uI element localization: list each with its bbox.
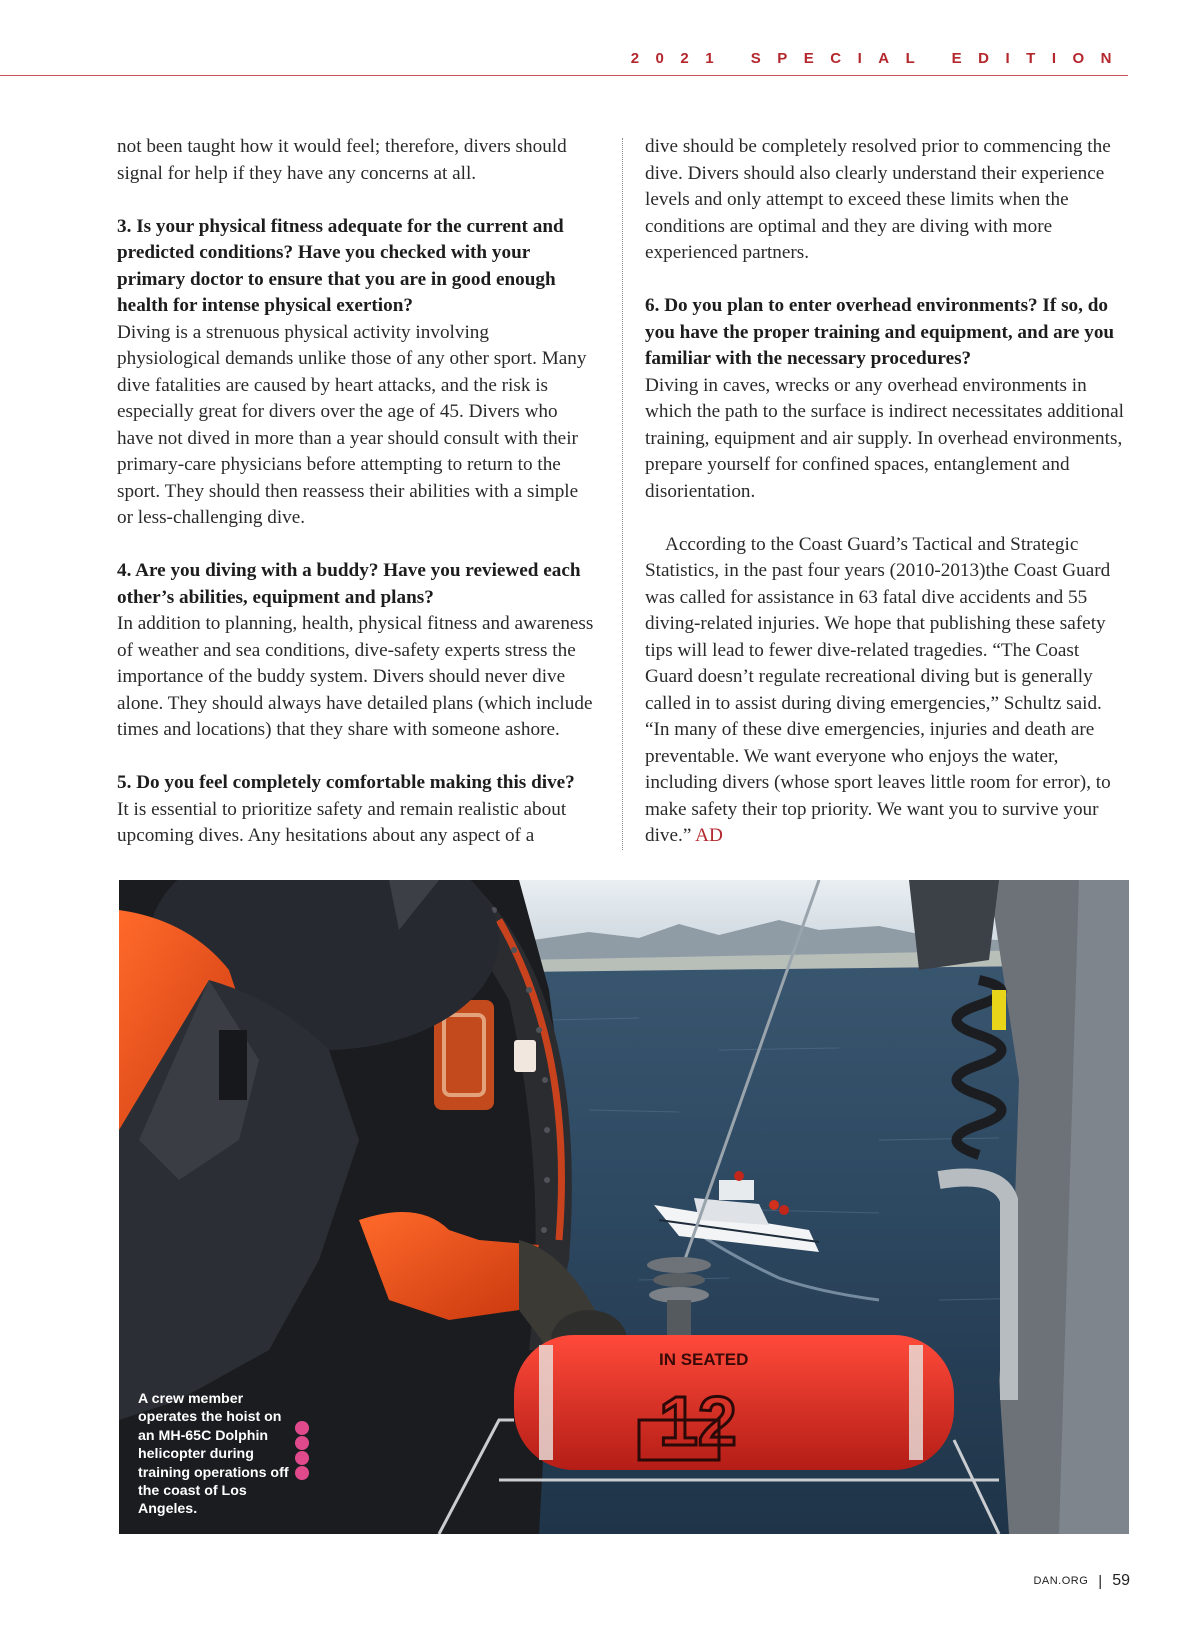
page-header: [0, 0, 1200, 76]
closing-text: According to the Coast Guard’s Tactical and Strategic Statistics, in the past four years (2010-2013)the Coast Guard was called for assistance in 63 fatal dive accidents and 55 diving-related injuries. We hope that publishing these safety tips will lead to fewer dive-related tragedies. “The Coast Guard doesn’t regulate recreational diving but is generally called in to assist during diving emergencies,” Schultz said. “In many of these dive emergencies, injuries and death are preventable. We want everyone who enjoys the water, including divers (whose sport leaves little room for error), to make safety their top priority. We want you to survive your dive.”: [645, 533, 1111, 846]
question-6: [645, 293, 1130, 505]
question-5: [117, 770, 597, 850]
footer-separator: |: [1098, 1572, 1103, 1590]
question-3-body: Diving is a strenuous physical activity involving physiological demands unlike those of any other sport. Many dive fatalities are caused by heart attacks, and the risk is especially great for divers over the age of 45. Divers who have not dived in more than a year should consult with their primary-care physicians before attempting to return to the sport. They should then reassess their abilities with a simple or less-challenging dive.: [117, 321, 587, 528]
photo-caption: A crew member operates the hoist on an MH-65C Dolphin helicopter during training operations off the coast of Los Angeles.: [138, 1391, 289, 1518]
question-6-heading: 6. Do you plan to enter overhead environments? If so, do you have the proper training and equipment, and are you familiar with the necessary procedures?: [645, 295, 1115, 369]
question-4: [117, 558, 597, 744]
question-4-body: In addition to planning, health, physical fitness and awareness of weather and sea conditions, dive-safety experts stress the importance of the buddy system. Divers should never dive alone. They should always have detailed plans (which include times and locations) that they share with someone ashore.: [117, 613, 594, 740]
question-4-heading: 4. Are you diving with a buddy? Have you reviewed each other’s abilities, equipment and plans?: [117, 560, 581, 608]
device-number: 12: [659, 1382, 737, 1460]
question-5-continued: dive should be completely resolved prior to commencing the dive. Divers should also clearly understand their experience levels and only attempt to exceed these limits when the conditions are optimal and they are diving with more experienced partners.: [645, 136, 1111, 263]
question-6-body: Diving in caves, wrecks or any overhead environments in which the path to the surface is indirect necessitates additional training, equipment and air supply. In overhead environments, prepare yourself for confined spaces, entanglement and disorientation.: [645, 374, 1124, 502]
column-divider: [622, 138, 623, 850]
question-5-heading: 5. Do you feel completely comfortable making this dive?: [117, 772, 575, 793]
device-text: IN SEATED: [659, 1350, 749, 1369]
header-rule: [0, 75, 1128, 76]
question-3: [117, 214, 597, 532]
right-column: [645, 134, 1130, 876]
rescue-device: [514, 1335, 954, 1470]
left-column: [117, 134, 597, 876]
page-footer: [1033, 1572, 1130, 1590]
question-3-heading: 3. Is your physical fitness adequate for the current and predicted conditions? Have you checked with your primary doctor to ensure that you are in good enough health for intense physical exertion?: [117, 215, 564, 316]
question-5-body: It is essential to prioritize safety and remain realistic about upcoming dives. Any hesitations about any aspect of a: [117, 798, 567, 846]
closing-paragraph: [645, 532, 1130, 850]
intro-paragraph: not been taught how it would feel; therefore, divers should signal for help if they have any concerns at all.: [117, 136, 567, 184]
edition-label: 2021 SPECIAL EDITION: [630, 50, 1128, 67]
page-number: 59: [1112, 1572, 1130, 1589]
footer-site: DAN.ORG: [1033, 1575, 1089, 1587]
end-signature: AD: [695, 825, 723, 846]
